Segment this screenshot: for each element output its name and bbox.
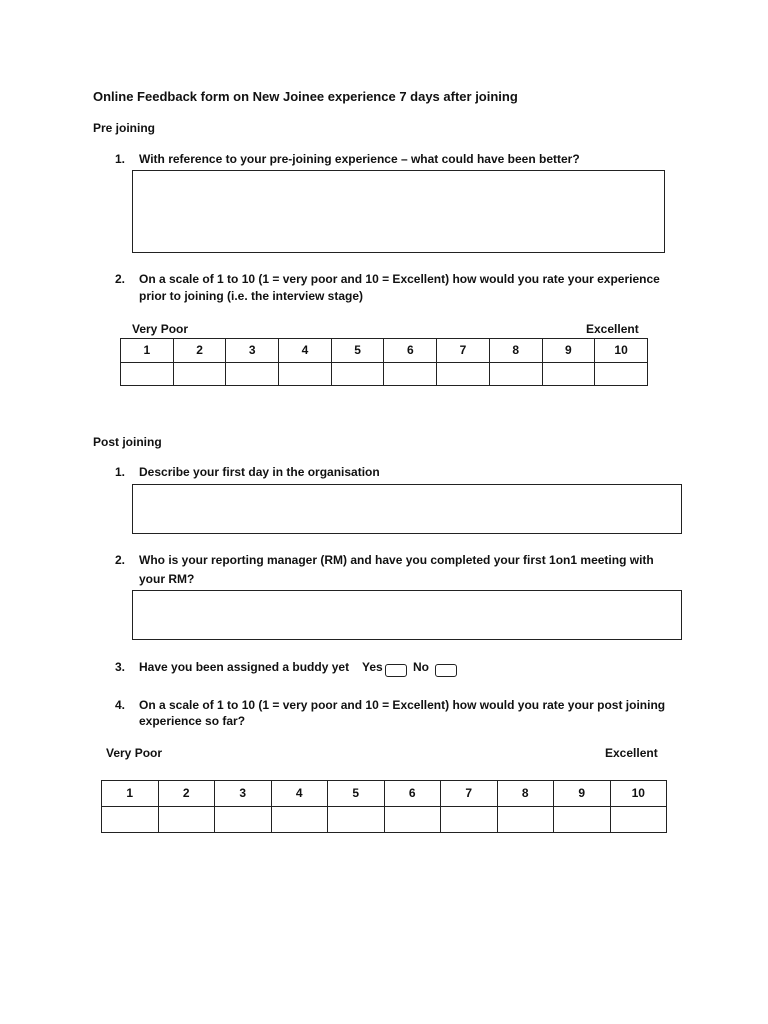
pre-rating-label: 2	[173, 339, 226, 363]
post-rating-label: 6	[384, 781, 441, 807]
post-rating-cell-2[interactable]	[158, 807, 215, 833]
pre-rating-label: 1	[121, 339, 174, 363]
post-q2-text-line2: your RM?	[139, 572, 195, 586]
pre-q2-number: 2.	[115, 272, 126, 286]
pre-q1-number: 1.	[115, 152, 126, 166]
pre-rating-cell-9[interactable]	[542, 363, 595, 386]
pre-joining-heading: Pre joining	[93, 121, 156, 135]
pre-rating-label: 5	[331, 339, 384, 363]
post-rating-header-row	[102, 781, 667, 807]
post-rating-label: 4	[271, 781, 328, 807]
post-rating-cell-9[interactable]	[554, 807, 611, 833]
post-rating-label: 1	[102, 781, 159, 807]
pre-scale-high-label: Excellent	[586, 322, 639, 336]
buddy-yes-label: Yes	[362, 660, 383, 674]
pre-rating-cell-1[interactable]	[121, 363, 174, 386]
buddy-yes-checkbox[interactable]	[385, 664, 407, 677]
pre-q2-text-line2: prior to joining (i.e. the interview stage)	[139, 289, 364, 303]
pre-q1-text: With reference to your pre-joining experience – what could have been better?	[139, 152, 580, 166]
post-scale-high-label: Excellent	[605, 746, 658, 760]
buddy-no-checkbox[interactable]	[435, 664, 457, 677]
post-rating-label: 2	[158, 781, 215, 807]
post-q1-number: 1.	[115, 465, 126, 479]
pre-q1-answer-box[interactable]	[132, 170, 665, 253]
pre-rating-cell-10[interactable]	[595, 363, 648, 386]
post-q4-text-line1: On a scale of 1 to 10 (1 = very poor and 10 = Excellent) how would you rate your post joining	[139, 698, 666, 712]
pre-scale-low-label: Very Poor	[132, 322, 189, 336]
post-rating-label: 8	[497, 781, 554, 807]
post-q2-text-line1: Who is your reporting manager (RM) and have you completed your first 1on1 meeting with	[139, 553, 654, 567]
post-rating-cell-5[interactable]	[328, 807, 385, 833]
post-rating-cell-7[interactable]	[441, 807, 498, 833]
pre-rating-label: 3	[226, 339, 279, 363]
pre-rating-label: 10	[595, 339, 648, 363]
post-q4-text-line2: experience so far?	[139, 714, 246, 728]
post-rating-cell-1[interactable]	[102, 807, 159, 833]
post-rating-answer-row	[102, 807, 667, 833]
post-q2-answer-box[interactable]	[132, 590, 682, 640]
pre-rating-header-row	[121, 339, 648, 363]
post-rating-cell-4[interactable]	[271, 807, 328, 833]
post-rating-label: 9	[554, 781, 611, 807]
post-rating-table	[101, 780, 667, 833]
post-rating-label: 10	[610, 781, 667, 807]
pre-rating-label: 7	[437, 339, 490, 363]
pre-rating-cell-4[interactable]	[279, 363, 332, 386]
post-scale-low-label: Very Poor	[106, 746, 163, 760]
pre-rating-label: 9	[542, 339, 595, 363]
pre-rating-cell-5[interactable]	[331, 363, 384, 386]
pre-rating-cell-2[interactable]	[173, 363, 226, 386]
pre-rating-table	[120, 338, 648, 386]
pre-rating-cell-3[interactable]	[226, 363, 279, 386]
post-rating-label: 7	[441, 781, 498, 807]
post-rating-cell-10[interactable]	[610, 807, 667, 833]
post-rating-cell-8[interactable]	[497, 807, 554, 833]
pre-rating-answer-row	[121, 363, 648, 386]
pre-rating-label: 4	[279, 339, 332, 363]
post-rating-cell-3[interactable]	[215, 807, 272, 833]
post-q1-answer-box[interactable]	[132, 484, 682, 534]
post-rating-label: 3	[215, 781, 272, 807]
pre-rating-label: 6	[384, 339, 437, 363]
pre-rating-cell-7[interactable]	[437, 363, 490, 386]
pre-q2-text-line1: On a scale of 1 to 10 (1 = very poor and 10 = Excellent) how would you rate your experience	[139, 272, 660, 286]
post-q3-text: Have you been assigned a buddy yet	[139, 660, 350, 674]
pre-rating-cell-6[interactable]	[384, 363, 437, 386]
post-q2-number: 2.	[115, 553, 126, 567]
pre-rating-cell-8[interactable]	[489, 363, 542, 386]
post-rating-cell-6[interactable]	[384, 807, 441, 833]
post-q3-number: 3.	[115, 660, 126, 674]
post-q4-number: 4.	[115, 698, 126, 712]
buddy-no-label: No	[413, 660, 429, 674]
form-title: Online Feedback form on New Joinee experience 7 days after joining	[93, 89, 518, 104]
pre-rating-label: 8	[489, 339, 542, 363]
post-joining-heading: Post joining	[93, 435, 162, 449]
post-rating-label: 5	[328, 781, 385, 807]
post-q1-text: Describe your first day in the organisation	[139, 465, 380, 479]
